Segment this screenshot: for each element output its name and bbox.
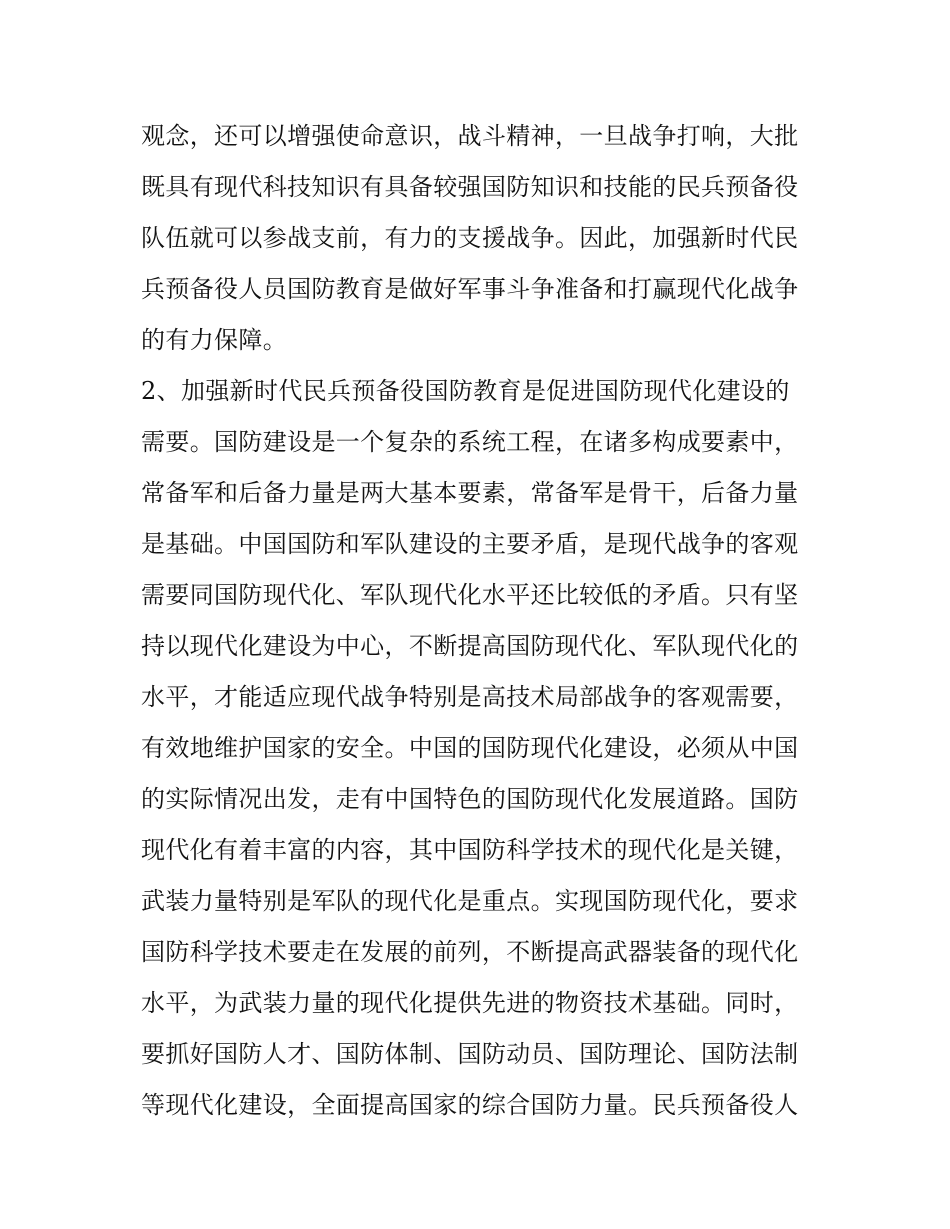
text-line: 要抓好国防人才、国防体制、国防动员、国防理论、国防法制 xyxy=(141,1040,799,1068)
text-line: 是基础。中国国防和军队建设的主要矛盾，是现代战争的客观 xyxy=(141,530,799,558)
text-line: 有效地维护国家的安全。中国的国防现代化建设，必须从中国 xyxy=(141,734,799,762)
text-line: 水平，为武装力量的现代化提供先进的物资技术基础。同时， xyxy=(141,989,799,1017)
text-line: 既具有现代科技知识有具备较强国防知识和技能的民兵预备役 xyxy=(141,173,799,201)
text-line: 需要同国防现代化、军队现代化水平还比较低的矛盾。只有坚 xyxy=(141,581,799,609)
text-line: 等现代化建设，全面提高国家的综合国防力量。民兵预备役人 xyxy=(141,1091,799,1119)
text-line: 现代化有着丰富的内容，其中国防科学技术的现代化是关键， xyxy=(141,836,799,864)
text-line: 需要。国防建设是一个复杂的系统工程，在诸多构成要素中， xyxy=(141,428,799,456)
text-line: 兵预备役人员国防教育是做好军事斗争准备和打赢现代化战争 xyxy=(141,275,799,303)
text-line: 水平，才能适应现代战争特别是高技术局部战争的客观需要， xyxy=(141,683,799,711)
text-line: 的有力保障。 xyxy=(141,326,288,354)
text-line: 持以现代化建设为中心，不断提高国防现代化、军队现代化的 xyxy=(141,632,799,660)
text-line: 队伍就可以参战支前，有力的支援战争。因此，加强新时代民 xyxy=(141,224,799,252)
text-line: 的实际情况出发，走有中国特色的国防现代化发展道路。国防 xyxy=(141,785,799,813)
body-text xyxy=(141,111,821,1131)
text-line: 常备军和后备力量是两大基本要素，常备军是骨干，后备力量 xyxy=(141,479,799,507)
text-line: 2、加强新时代民兵预备役国防教育是促进国防现代化建设的 xyxy=(141,377,790,405)
text-line: 观念，还可以增强使命意识，战斗精神，一旦战争打响，大批 xyxy=(141,122,799,150)
text-line: 武装力量特别是军队的现代化是重点。实现国防现代化，要求 xyxy=(141,887,799,915)
text-line: 国防科学技术要走在发展的前列，不断提高武器装备的现代化 xyxy=(141,938,799,966)
